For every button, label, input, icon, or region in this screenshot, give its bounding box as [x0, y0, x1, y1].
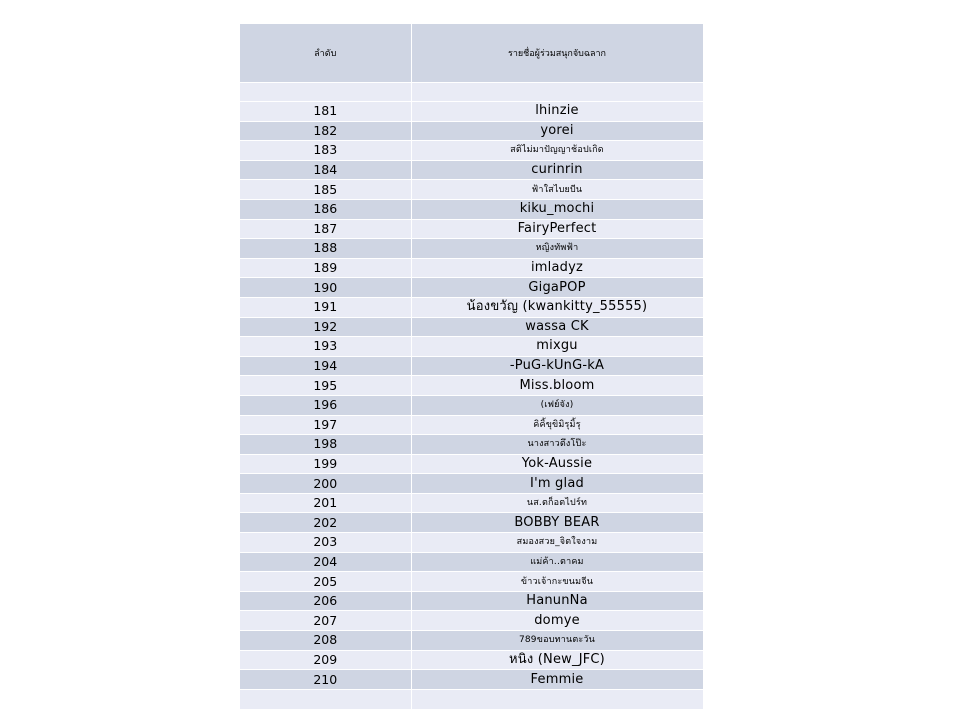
table-row: [240, 533, 703, 553]
rank-cell: 192: [240, 317, 411, 337]
table-row: [240, 591, 703, 611]
participant-name-cell: yorei: [411, 121, 703, 141]
participant-table: [240, 24, 704, 710]
table-row: [240, 415, 703, 435]
participant-name-cell: ฟ้าใสไบยบีน: [411, 180, 703, 200]
participant-name-cell: หญิงทัพฟ้า: [411, 239, 703, 259]
rank-cell: 208: [240, 631, 411, 651]
rank-cell: 187: [240, 219, 411, 239]
participant-name-cell: คิคิ้ขุขิมิรุมิ้รุ: [411, 415, 703, 435]
participant-name-cell: GigaPOP: [411, 278, 703, 298]
participant-name-cell: imladyz: [411, 258, 703, 278]
rank-cell: 207: [240, 611, 411, 631]
rank-cell: 182: [240, 121, 411, 141]
participant-name-cell: นางสาวตึงโป๊ะ: [411, 435, 703, 455]
table-row: [240, 356, 703, 376]
table-row: [240, 474, 703, 494]
participant-name-cell: domye: [411, 611, 703, 631]
participant-name-cell: สติไม่มาปัญญาช้อปเกิด: [411, 141, 703, 161]
table-row: [240, 121, 703, 141]
table-row: [240, 611, 703, 631]
table-row: [240, 552, 703, 572]
participant-name-cell: หนิง (New_JFC): [411, 650, 703, 670]
rank-cell: 201: [240, 493, 411, 513]
rank-cell: 185: [240, 180, 411, 200]
table-row: [240, 650, 703, 670]
table-row: [240, 376, 703, 396]
empty-cell: [240, 689, 411, 709]
participant-name-cell: (เฟย์จัง): [411, 395, 703, 415]
table-row: [240, 493, 703, 513]
participant-name-cell: แม่ค้า..ตาคม: [411, 552, 703, 572]
table-row: [240, 317, 703, 337]
spacer-row: [240, 83, 703, 102]
table-row: [240, 141, 703, 161]
spacer-row: [240, 689, 703, 709]
rank-cell: 191: [240, 297, 411, 317]
participant-name-cell: HanunNa: [411, 591, 703, 611]
rank-cell: 198: [240, 435, 411, 455]
rank-cell: 186: [240, 199, 411, 219]
participant-name-cell: สมองสวย_จิตใจงาม: [411, 533, 703, 553]
participant-name-cell: 789ขอบทานตะวัน: [411, 631, 703, 651]
rank-cell: 210: [240, 670, 411, 690]
rank-cell: 197: [240, 415, 411, 435]
table-row: [240, 513, 703, 533]
participant-name-cell: Yok-Aussie: [411, 454, 703, 474]
participant-name-cell: mixgu: [411, 337, 703, 357]
rank-cell: 188: [240, 239, 411, 259]
empty-cell: [240, 83, 411, 102]
empty-cell: [411, 83, 703, 102]
participant-name-cell: lhinzie: [411, 102, 703, 122]
rank-column-header: ลำดับ: [240, 24, 411, 83]
table-row: [240, 160, 703, 180]
rank-cell: 206: [240, 591, 411, 611]
table-row: [240, 278, 703, 298]
participant-name-cell: wassa CK: [411, 317, 703, 337]
table-row: [240, 337, 703, 357]
participant-name-cell: น้องขวัญ (kwankitty_55555): [411, 297, 703, 317]
participant-name-cell: I'm glad: [411, 474, 703, 494]
empty-cell: [411, 689, 703, 709]
table-row: [240, 454, 703, 474]
table-row: [240, 102, 703, 122]
rank-cell: 183: [240, 141, 411, 161]
rank-cell: 203: [240, 533, 411, 553]
participant-name-cell: ข้าวเจ้ากะขนมจีน: [411, 572, 703, 592]
table-row: [240, 670, 703, 690]
table-row: [240, 180, 703, 200]
rank-cell: 200: [240, 474, 411, 494]
participant-name-cell: -PuG-kUnG-kA: [411, 356, 703, 376]
table-row: [240, 219, 703, 239]
table-row: [240, 631, 703, 651]
rank-cell: 204: [240, 552, 411, 572]
table-row: [240, 572, 703, 592]
rank-cell: 209: [240, 650, 411, 670]
rank-cell: 193: [240, 337, 411, 357]
name-column-header: รายชื่อผู้ร่วมสนุกจับฉลาก: [411, 24, 703, 83]
participant-name-cell: kiku_mochi: [411, 199, 703, 219]
participant-name-cell: Femmie: [411, 670, 703, 690]
rank-cell: 205: [240, 572, 411, 592]
table-row: [240, 239, 703, 259]
participant-name-cell: curinrin: [411, 160, 703, 180]
rank-cell: 199: [240, 454, 411, 474]
participant-name-cell: Miss.bloom: [411, 376, 703, 396]
rank-cell: 194: [240, 356, 411, 376]
rank-cell: 202: [240, 513, 411, 533]
rank-cell: 195: [240, 376, 411, 396]
table-row: [240, 199, 703, 219]
participant-name-cell: นส.ตก็อตไปร์ท: [411, 493, 703, 513]
rank-cell: 181: [240, 102, 411, 122]
table-header-row: [240, 24, 703, 83]
table-row: [240, 258, 703, 278]
rank-cell: 189: [240, 258, 411, 278]
table-row: [240, 435, 703, 455]
table-row: [240, 395, 703, 415]
rank-cell: 184: [240, 160, 411, 180]
participant-name-cell: FairyPerfect: [411, 219, 703, 239]
participant-name-cell: BOBBY BEAR: [411, 513, 703, 533]
rank-cell: 196: [240, 395, 411, 415]
rank-cell: 190: [240, 278, 411, 298]
table-row: [240, 297, 703, 317]
